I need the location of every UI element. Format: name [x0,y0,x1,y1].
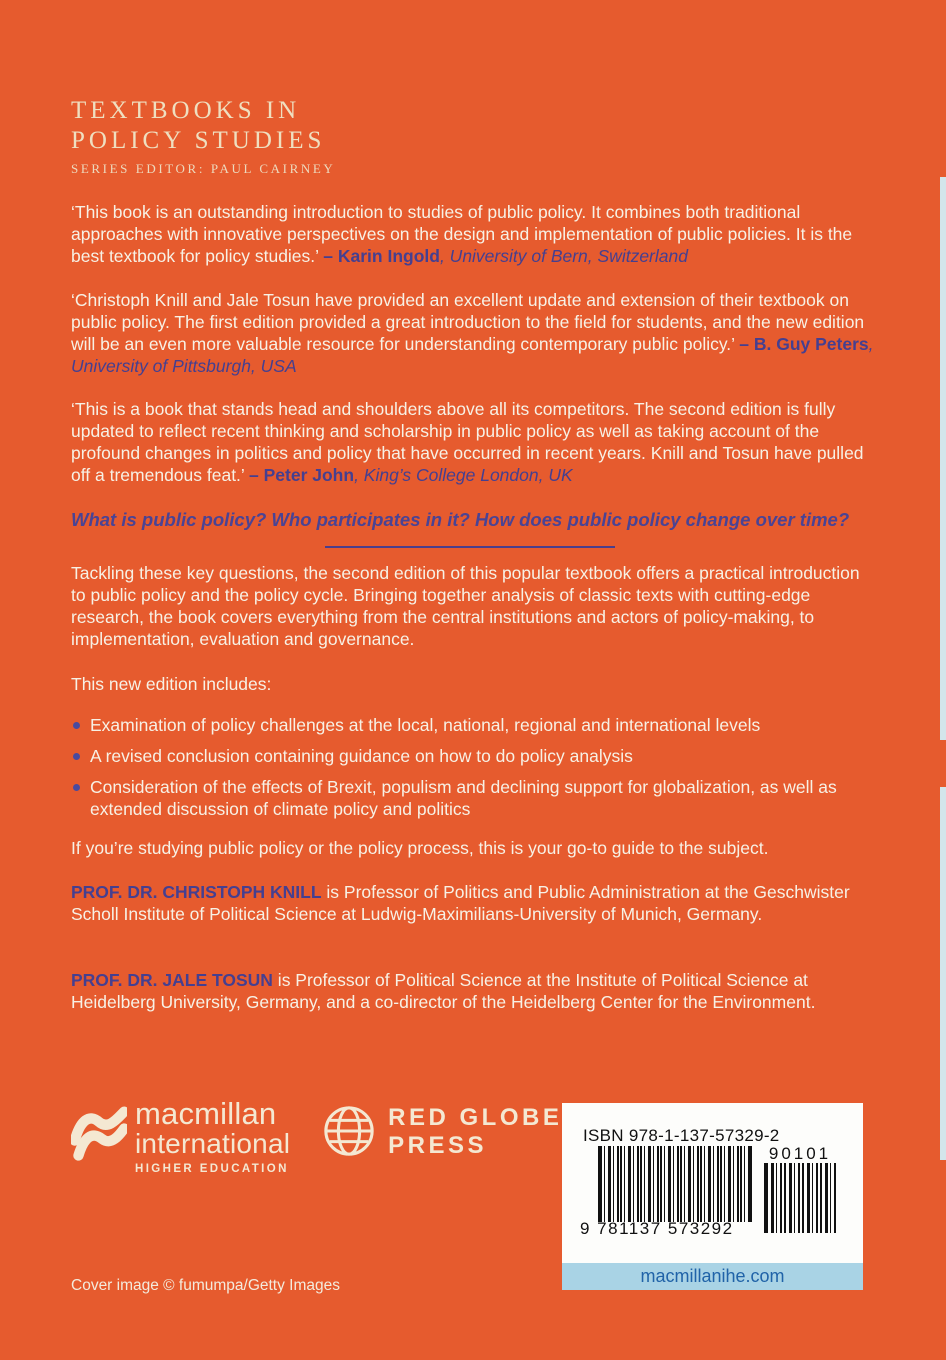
supplement-barcode [764,1163,836,1233]
list-item [71,714,877,736]
review-quote [71,201,877,267]
macmillan-wordmark [135,1098,290,1176]
list-item-text: Examination of policy challenges at the local, national, regional and international levels [90,715,761,735]
reviewer-affiliation: , University of Pittsburgh, USA [71,334,874,376]
quote-text: ‘Christoph Knill and Jale Tosun have provided an excellent update and extension of their textbook on public policy. The first edition provided a great introduction to the field for students, and the new edition will be an even more valuable resource for understanding contemporary public policy.’ [71,290,865,354]
reviewer-affiliation: , University of Bern, Switzerland [439,246,688,266]
bullet-icon [73,753,80,760]
closing-line: If you’re studying public policy or the policy process, this is your go-to guide to the subject. [71,838,769,858]
barcode-panel [562,1103,863,1290]
list-item-text: Consideration of the effects of Brexit, populism and declining support for globalization, as well as extended discussion of climate policy and politics [90,777,837,819]
author-bio-text: is Professor of Politics and Public Administration at the Geschwister Scholl Institute of Political Science at Ludwig-Maximilians-University of Munich, Germany. [71,882,850,924]
author-bio [71,969,877,1013]
author-bio-text: is Professor of Political Science at the Institute of Political Science at Heidelberg University, Germany, and a co-director of the Heidelberg Center for the Environment. [71,970,816,1012]
edition-feature-list [71,714,877,829]
book-description: Tackling these key questions, the second edition of this popular textbook offers a practical introduction to public policy and the policy cycle. Bringing together analysis of classic texts with cutting-edge research, the book covers everything from the central institutions and actors of policy-making, to implementation, evaluation and governance. [71,563,860,649]
isbn-label: ISBN 978-1-137-57329-2 [583,1126,780,1145]
edition-intro: This new edition includes: [71,674,272,694]
press-word: PRESS [388,1132,488,1159]
reviewer-name: – Karin Ingold [323,246,440,266]
series-title-line1: TEXTBOOKS IN [71,97,301,124]
macmillan-flag-icon [71,1106,127,1164]
page-edge [940,787,946,1160]
publisher-website: macmillanihe.com [562,1263,863,1290]
series-title-line2: POLICY STUDIES [71,127,326,154]
reviewer-name: – Peter John [249,465,355,485]
series-header [71,96,877,177]
higher-education-word: HIGHER EDUCATION [135,1163,289,1175]
author-name: PROF. DR. JALE TOSUN [71,970,273,990]
red-globe-press-wordmark [388,1104,562,1160]
ean-barcode [598,1146,752,1222]
series-editor: SERIES EDITOR: PAUL CAIRNEY [71,161,336,176]
reviewer-affiliation: , King’s College London, UK [354,465,573,485]
list-item [71,745,877,767]
red-globe-word: RED GLOBE [388,1104,563,1131]
author-name: PROF. DR. CHRISTOPH KNILL [71,882,322,902]
macmillan-logo [71,1098,290,1176]
list-item [71,776,877,820]
red-globe-press-logo [322,1098,562,1160]
bullet-icon [73,722,80,729]
quote-text: ‘This book is an outstanding introduction to studies of public policy. It combines both traditional approaches with innovative perspectives on the design and implementation of public policies. It is the best textbook for policy studies.’ [71,202,853,266]
macmillan-word: macmillan [135,1096,277,1131]
international-word: international [135,1128,291,1159]
review-quote [71,398,877,486]
page-edge [940,177,946,740]
bullet-icon [73,784,80,791]
list-item-text: A revised conclusion containing guidance on how to do policy analysis [90,746,633,766]
quote-text: ‘This is a book that stands head and shoulders above all its competitors. The second edition is fully updated to reflect recent thinking and scholarship in public policy as well as taking account of the profound changes in politics and policy that have occurred in recent years. Knill and Tosun have pulled off a tremendous feat.’ [71,399,864,485]
supplement-digits: 90101 [768,1144,832,1163]
author-bio [71,881,877,925]
divider-rule [325,546,615,548]
reviewer-name: – B. Guy Peters [739,334,869,354]
cover-image-credit: Cover image © fumumpa/Getty Images [71,1277,340,1294]
globe-icon [322,1104,376,1158]
ean-digits: 9 781137 573292 [580,1219,734,1238]
tagline-questions: What is public policy? Who participates in it? How does public policy change over time? [71,509,850,530]
review-quote [71,289,877,377]
